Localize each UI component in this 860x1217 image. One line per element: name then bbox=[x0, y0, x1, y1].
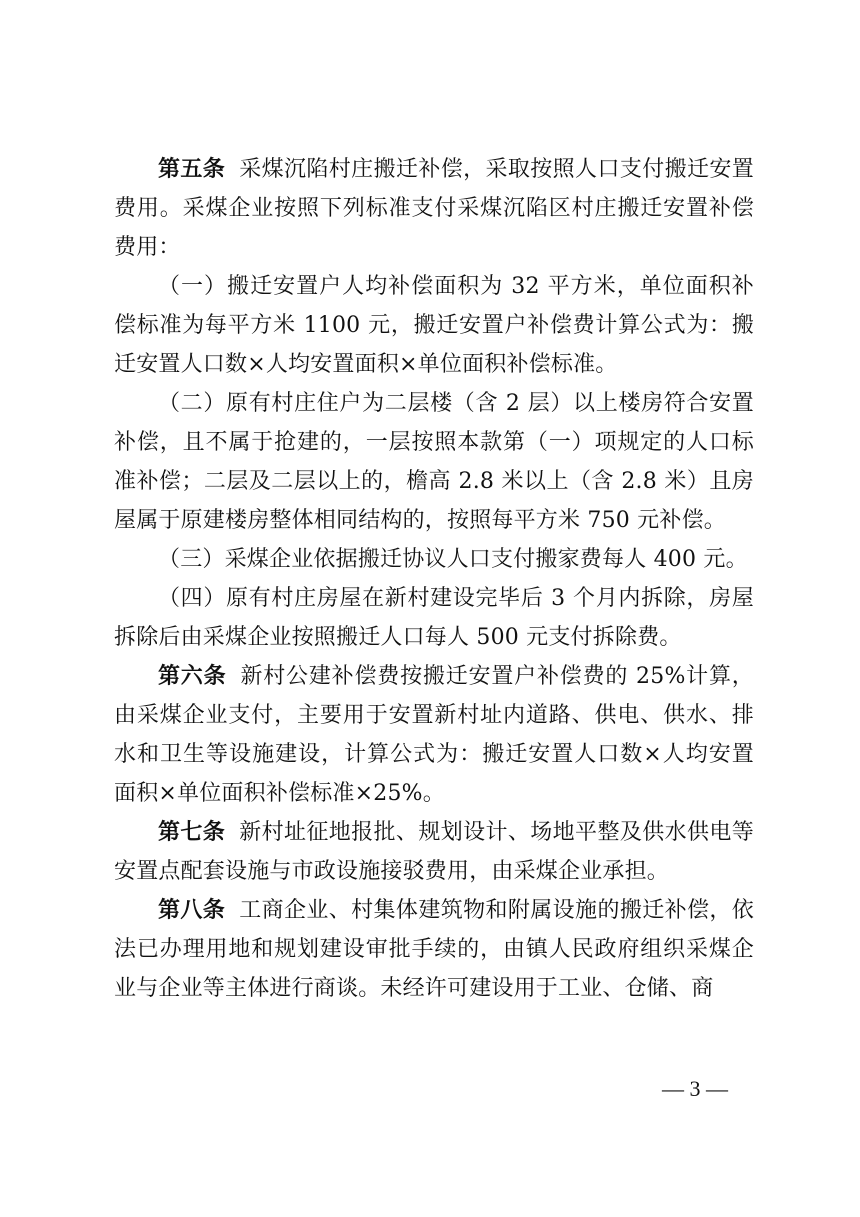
paragraph-item-2 bbox=[114, 384, 754, 540]
paragraph-item-1 bbox=[114, 267, 754, 384]
paragraph-text: （二）原有村庄住户为二层楼（含 2 层）以上楼房符合安置补偿，且不属于抢建的，一层按照本款第（一）项规定的人口标准补偿；二层及二层以上的，檐高 2.8 米以上（含 2.8 米）且房屋属于原建楼房整体相同结构的，按照每平方米 750 元补偿。 bbox=[114, 391, 754, 533]
paragraph-text: 工商企业、村集体建筑物和附属设施的搬迁补偿，依法已办理用地和规划建设审批手续的，由镇人民政府组织采煤企业与企业等主体进行商谈。未经许可建设用于工业、仓储、商 bbox=[114, 898, 754, 1001]
paragraph-text: 新村公建补偿费按搬迁安置户补偿费的 25%计算，由采煤企业支付，主要用于安置新村址内道路、供电、供水、排水和卫生等设施建设，计算公式为：搬迁安置人口数×人均安置面积×单位面积补偿标准×25%。 bbox=[114, 664, 754, 806]
paragraph-article-7 bbox=[114, 813, 754, 891]
paragraph-article-8 bbox=[114, 891, 754, 1008]
article-heading: 第八条 bbox=[158, 898, 226, 923]
paragraph-item-3 bbox=[114, 540, 754, 579]
paragraph-text: （一）搬迁安置户人均补偿面积为 32 平方米，单位面积补偿标准为每平方米 1100 元，搬迁安置户补偿费计算公式为：搬迁安置人口数×人均安置面积×单位面积补偿标准。 bbox=[114, 274, 754, 377]
article-heading: 第六条 bbox=[158, 664, 227, 689]
paragraph-text: 新村址征地报批、规划设计、场地平整及供水供电等安置点配套设施与市政设施接驳费用，由采煤企业承担。 bbox=[114, 820, 754, 884]
paragraph-text: （四）原有村庄房屋在新村建设完毕后 3 个月内拆除，房屋拆除后由采煤企业按照搬迁人口每人 500 元支付拆除费。 bbox=[114, 586, 754, 650]
article-heading: 第七条 bbox=[158, 820, 226, 845]
paragraph-item-4 bbox=[114, 579, 754, 657]
document-body bbox=[114, 150, 754, 1008]
article-heading: 第五条 bbox=[158, 157, 226, 182]
paragraph-text: （三）采煤企业依据搬迁协议人口支付搬家费每人 400 元。 bbox=[158, 547, 748, 572]
paragraph-article-6 bbox=[114, 657, 754, 813]
paragraph-text: 采煤沉陷村庄搬迁补偿，采取按照人口支付搬迁安置费用。采煤企业按照下列标准支付采煤沉陷区村庄搬迁安置补偿费用： bbox=[114, 157, 754, 260]
paragraph-article-5 bbox=[114, 150, 754, 267]
page-number: — 3 — bbox=[662, 1076, 728, 1101]
